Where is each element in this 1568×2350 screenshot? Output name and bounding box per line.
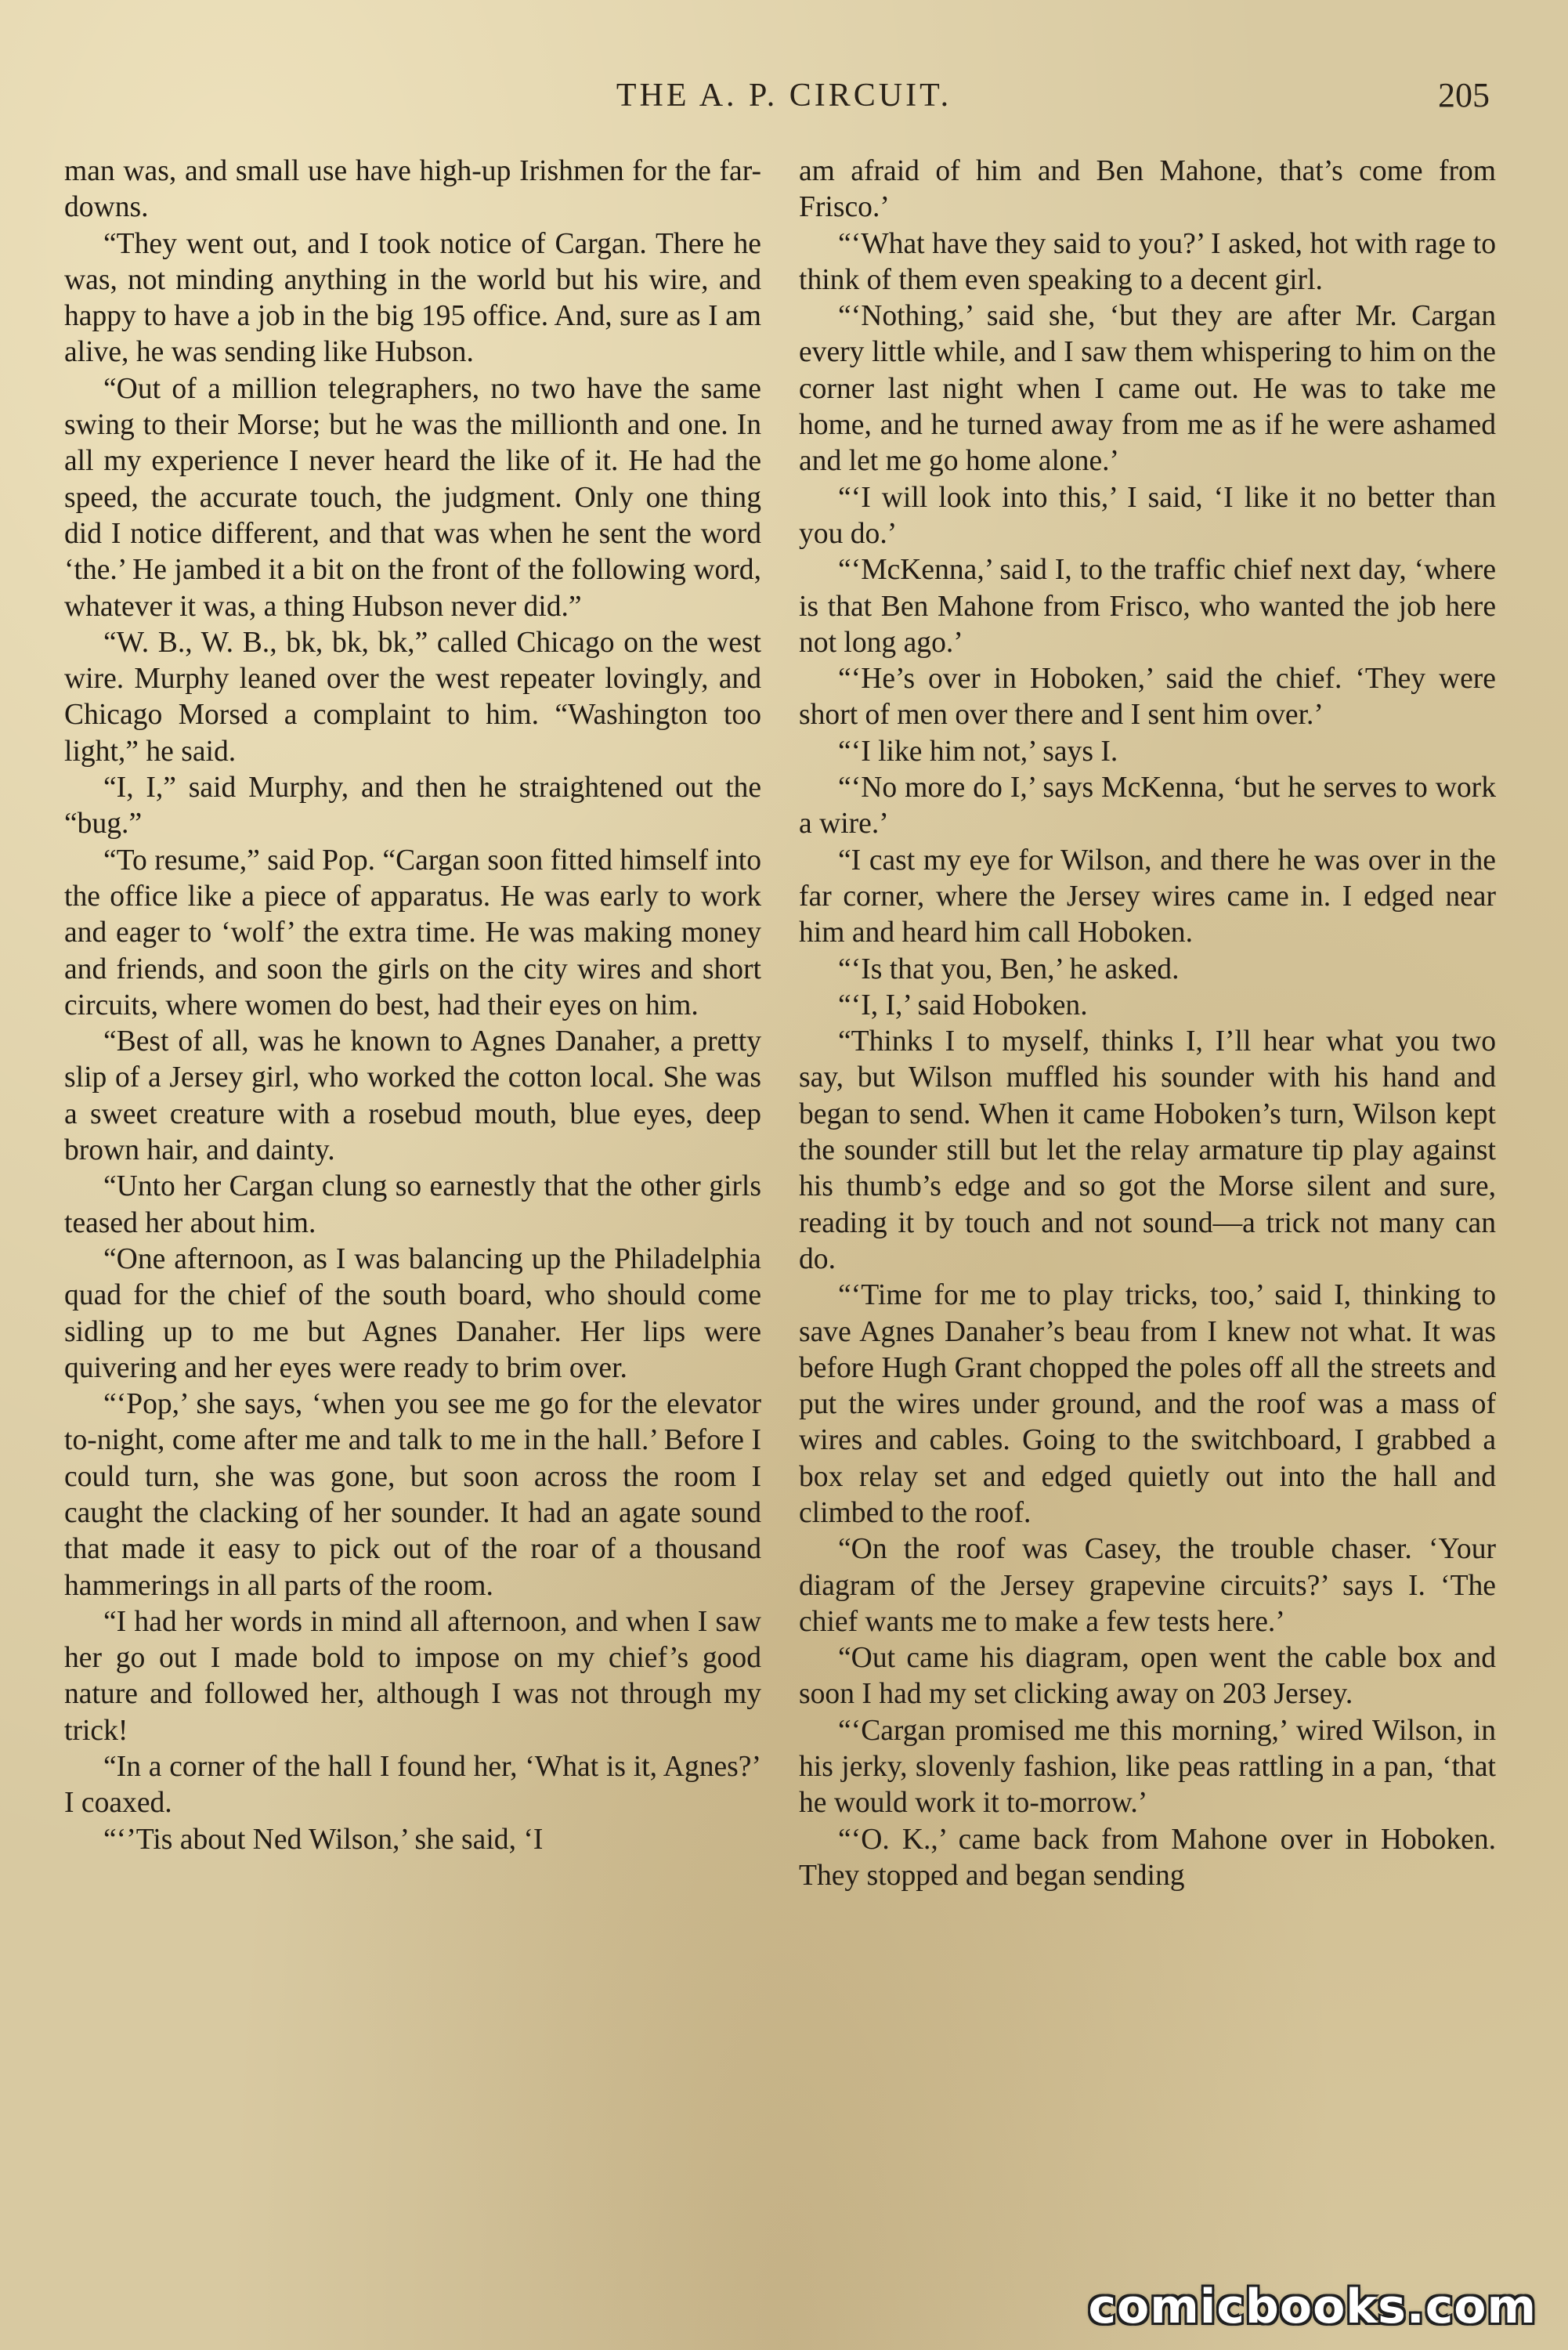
paragraph: “‘He’s over in Hoboken,’ said the chief. ‘They were short of men over there and I sent him over.’ — [799, 663, 1496, 732]
paragraph: “‘I will look into this,’ I said, ‘I like it no better than you do.’ — [799, 481, 1496, 550]
paragraph: “‘Time for me to play tricks, too,’ said I, thinking to save Agnes Danaher’s beau from I knew not what. It was before Hugh Grant chopped the poles off all the streets and put the wires under ground, and the roof was a mass of wires and cables. Going to the switchboard, I grabbed a box relay set and edged quietly out into the hall and climbed to the roof. — [799, 1279, 1496, 1529]
paragraph: “‘McKenna,’ said I, to the traffic chief next day, ‘where is that Ben Mahone from Frisco, who wanted the job here not long ago.’ — [799, 554, 1496, 659]
paragraph: man was, and small use have high-up Irishmen for the far-downs. — [64, 155, 761, 224]
paragraph: “W. B., W. B., bk, bk, bk,” called Chicago on the west wire. Murphy leaned over the west repeater lovingly, and Chicago Morsed a complaint to him. “Washington too light,” he said. — [64, 626, 761, 768]
paragraph: “They went out, and I took notice of Cargan. There he was, not minding anything in the world but his wire, and happy to have a job in the big 195 office. And, sure as I am alive, he was sending like Hubson. — [64, 227, 761, 369]
watermark: comicbooks.com — [1088, 2280, 1537, 2334]
page-number: 205 — [1438, 76, 1490, 114]
paragraph: “‘What have they said to you?’ I asked, hot with rage to think of them even speaking to a decent girl. — [799, 227, 1496, 296]
paragraph: “To resume,” said Pop. “Cargan soon fitted himself into the office like a piece of apparatus. He was early to work and eager to ‘wolf’ the extra time. He was making money and friends, and soon the girls on the city wires and short circuits, where women do best, had their eyes on him. — [64, 844, 761, 1021]
paragraph: am afraid of him and Ben Mahone, that’s come from Frisco.’ — [799, 155, 1496, 224]
left-column — [64, 154, 761, 1858]
paragraph: “‘I, I,’ said Hoboken. — [838, 989, 1088, 1021]
right-column — [799, 154, 1496, 1894]
paragraph: “One afternoon, as I was balancing up the Philadelphia quad for the chief of the south board, who should come sidling up to me but Agnes Danaher. Her lips were quivering and her eyes were ready to brim over. — [64, 1242, 761, 1384]
paragraph: “In a corner of the hall I found her, ‘What is it, Agnes?’ I coaxed. — [64, 1751, 761, 1820]
paragraph: “‘Cargan promised me this morning,’ wired Wilson, in his jerky, slovenly fashion, like peas rattling in a pan, ‘that he would work it to-morrow.’ — [799, 1714, 1496, 1820]
paragraph: “Out came his diagram, open went the cable box and soon I had my set clicking away on 203 Jersey. — [799, 1642, 1496, 1711]
paragraph: “Best of all, was he known to Agnes Danaher, a pretty slip of a Jersey girl, who worked the cotton local. She was a sweet creature with a rosebud mouth, blue eyes, deep brown hair, and dainty. — [64, 1025, 761, 1167]
paragraph: “I, I,” said Murphy, and then he straightened out the “bug.” — [64, 772, 761, 841]
paragraph: “‘No more do I,’ says McKenna, ‘but he serves to work a wire.’ — [799, 772, 1496, 841]
paragraph: “‘O. K.,’ came back from Mahone over in Hoboken. They stopped and began sending — [799, 1823, 1496, 1892]
paragraph: “‘I like him not,’ says I. — [838, 735, 1118, 768]
paragraph: “‘Is that you, Ben,’ he asked. — [838, 953, 1180, 985]
paragraph: “On the roof was Casey, the trouble chaser. ‘Your diagram of the Jersey grapevine circuits?’ says I. ‘The chief wants me to make a few tests here.’ — [799, 1533, 1496, 1638]
paragraph: “Unto her Cargan clung so earnestly that the other girls teased her about him. — [64, 1170, 761, 1239]
paragraph: “Thinks I to myself, thinks I, I’ll hear what you two say, but Wilson muffled his sounder with his hand and began to send. When it came Hoboken’s turn, Wilson kept the sounder still but let the relay armature tip play against his thumb’s edge and so got the Morse silent and sure, reading it by touch and not sound—a trick not many can do. — [799, 1025, 1496, 1275]
paragraph: “I cast my eye for Wilson, and there he was over in the far corner, where the Jersey wires came in. I edged near him and heard him call Hoboken. — [799, 844, 1496, 949]
paragraph: “Out of a million telegraphers, no two have the same swing to their Morse; but he was the millionth and one. In all my experience I never heard the like of it. He had the speed, the accurate touch, the judgment. Only one thing did I notice different, and that was when he sent the word ‘the.’ He jambed it a bit on the front of the following word, whatever it was, a thing Hubson never did.” — [64, 372, 761, 623]
paragraph: “‘’Tis about Ned Wilson,’ she said, ‘I — [103, 1823, 544, 1856]
paragraph: “‘Nothing,’ said she, ‘but they are after Mr. Cargan every little while, and I saw them whispering to him on the corner last night when I came out. He was to take me home, and he turned away from me as if he were ashamed and let me go home alone.’ — [799, 300, 1496, 478]
running-head — [0, 72, 1568, 119]
running-title: THE A. P. CIRCUIT. — [616, 78, 952, 114]
paragraph: “‘Pop,’ she says, ‘when you see me go for the elevator to-night, come after me and talk to me in the hall.’ Before I could turn, she was gone, but soon across the room I caught the clacking of her sounder. It had an agate sound that made it easy to pick out of the roar of a thousand hammerings in all parts of the room. — [64, 1388, 761, 1602]
paragraph: “I had her words in mind all afternoon, and when I saw her go out I made bold to impose on my chief’s good nature and followed her, although I was not through my trick! — [64, 1605, 761, 1747]
